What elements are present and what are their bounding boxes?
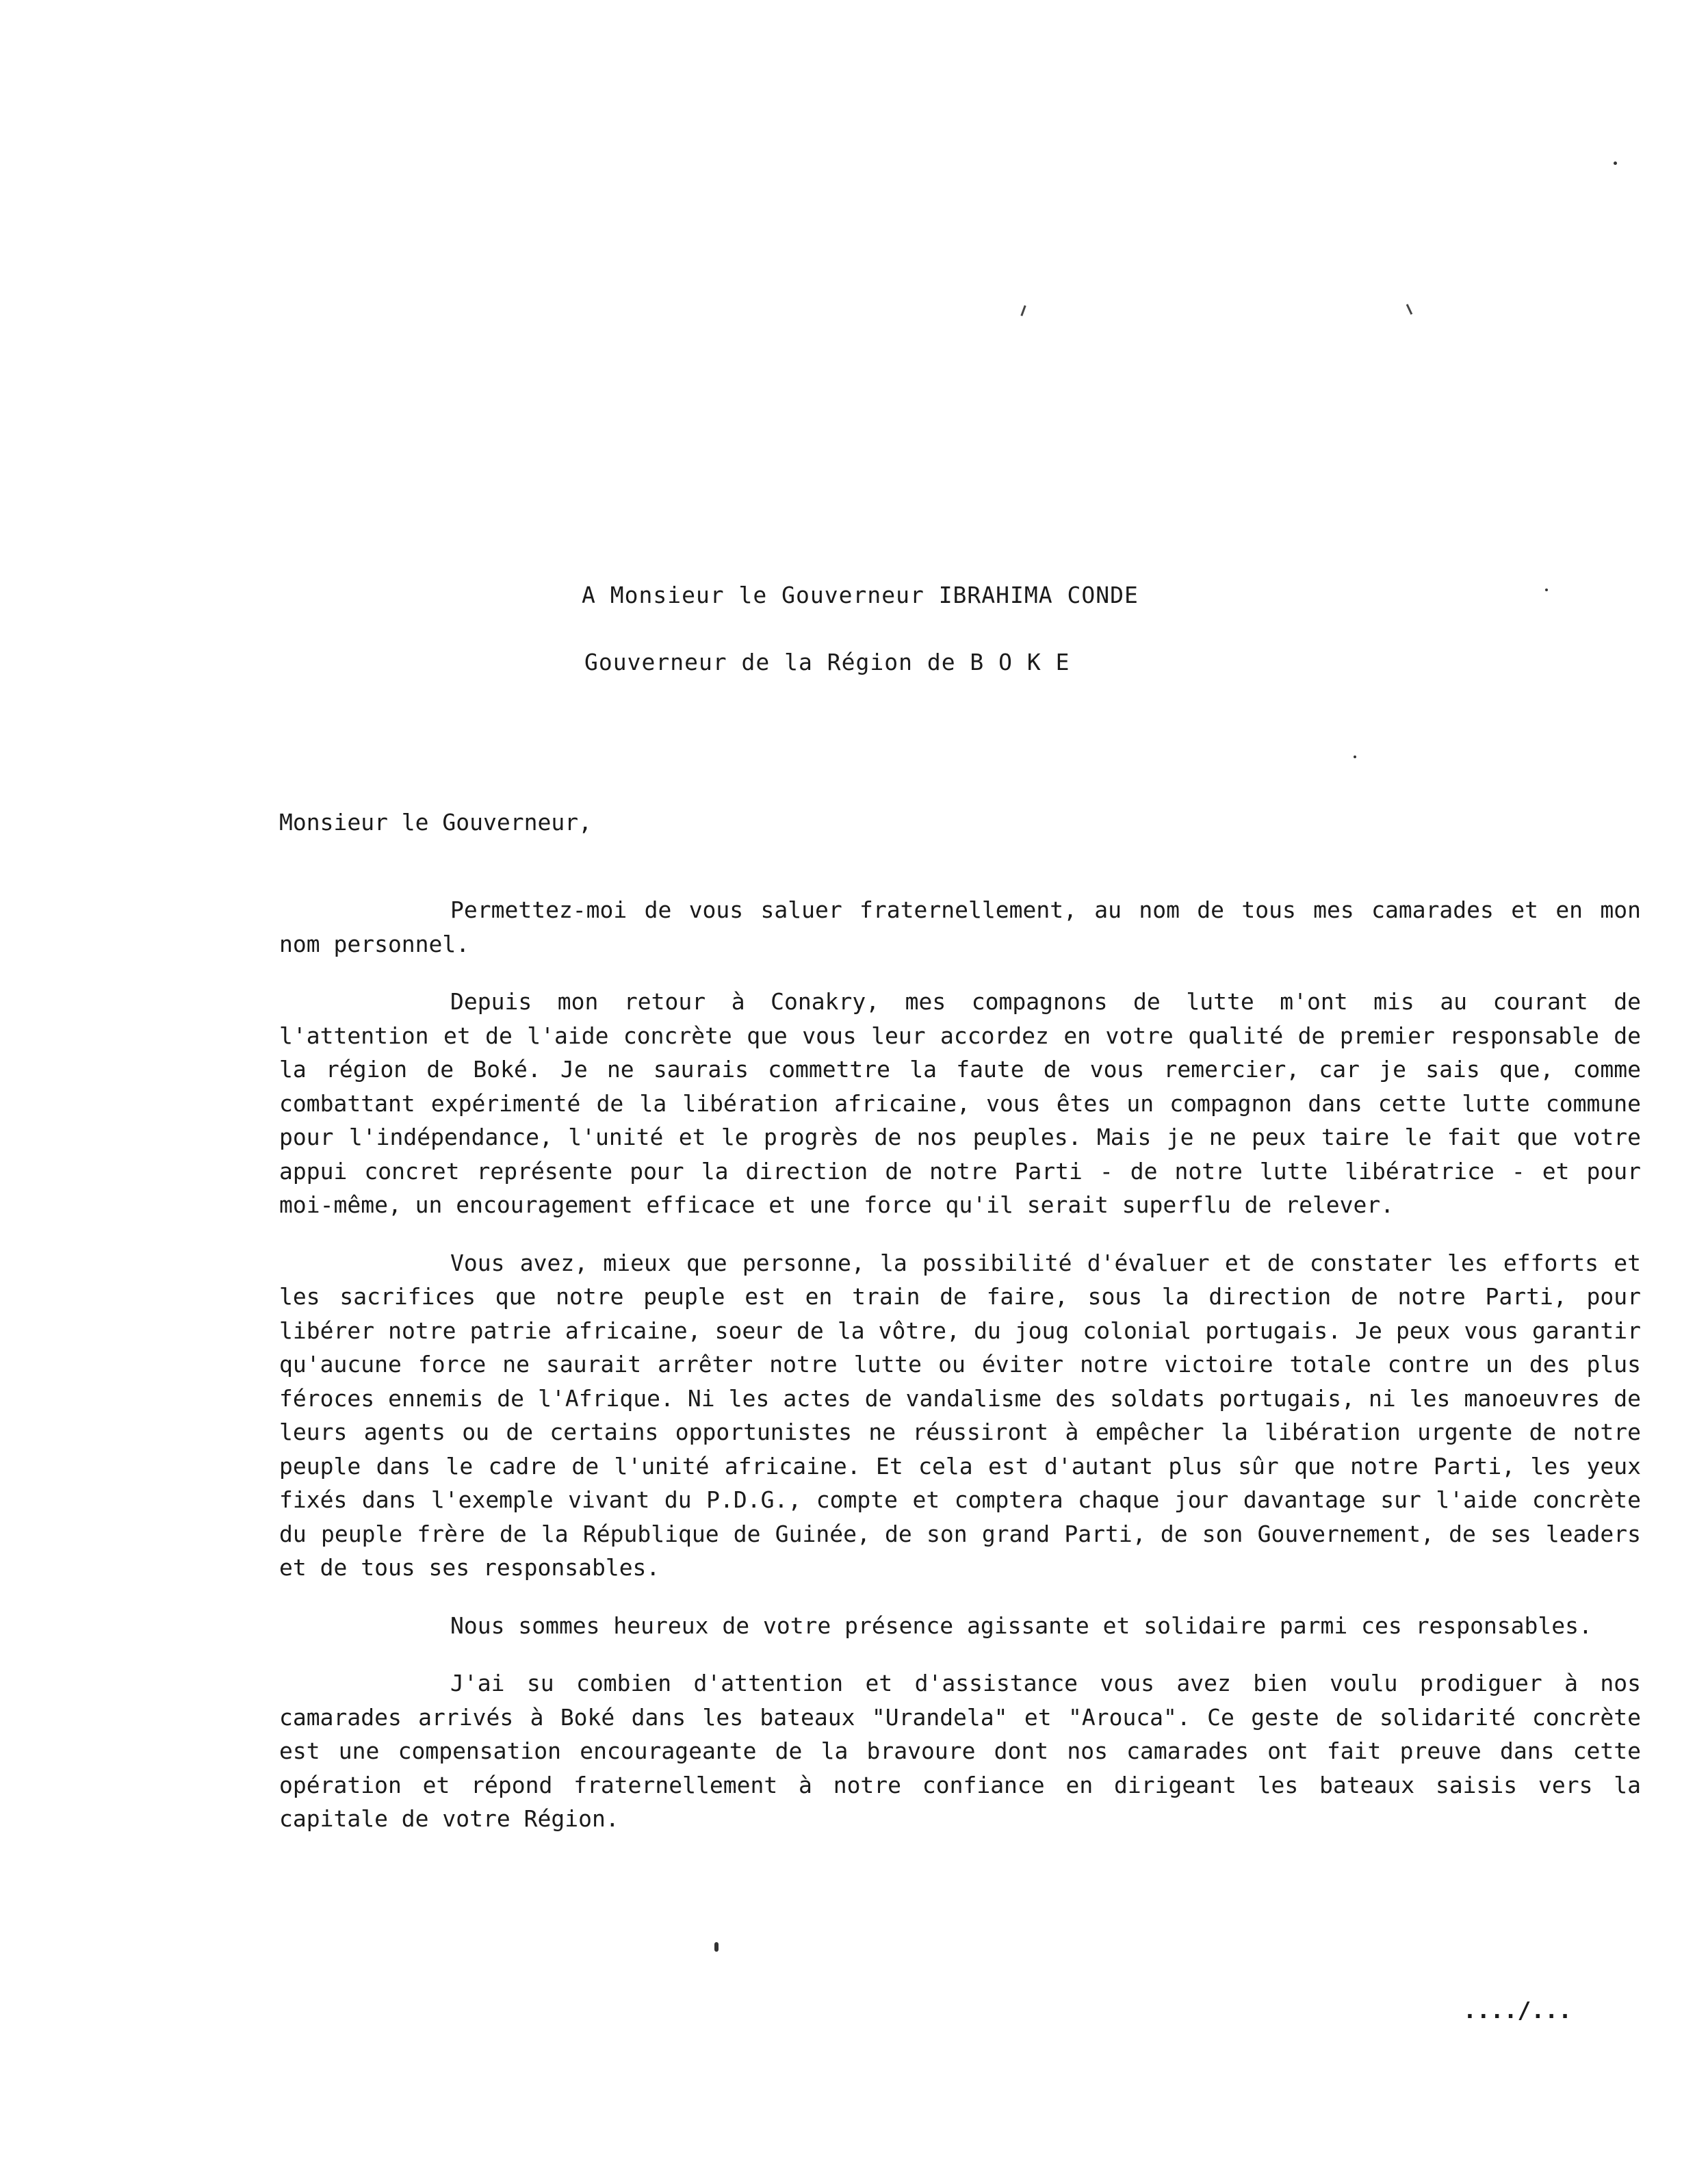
scan-mark	[1020, 305, 1026, 316]
recipient-name-line: A Monsieur le Gouverneur IBRAHIMA CONDE	[582, 582, 1139, 608]
paragraph: J'ai su combien d'attention et d'assistance vous avez bien voulu prodiguer à nos camarades arrivés à Boké dans les bateaux "Urandela" et "Arouca". Ce geste de solidarité concrète est une compensation encourageante de la bravoure dont nos camarades ont fait preuve dans cette opération et répond fraternellement à notre confiance en dirigeant les bateaux saisis vers la capitale de votre Région.	[279, 1670, 1641, 1832]
scan-mark	[1406, 304, 1412, 315]
scan-speck	[1614, 162, 1617, 165]
paragraph: Vous avez, mieux que personne, la possibilité d'évaluer et de constater les efforts et les sacrifices que notre peuple est en train de faire, sous la direction de notre Parti, pour libérer notre patrie africaine, soeur de la vôtre, du joug colonial portugais. Je peux vous garantir qu'aucune force ne saurait arrêter notre lutte ou éviter notre victoire totale contre un des plus féroces ennemis de l'Afrique. Ni les actes de vandalisme des soldats portugais, ni les manoeuvres de leurs agents ou de certains opportunistes ne réussiront à empêcher la libération urgente de notre peuple dans le cadre de l'unité africaine. Et cela est d'autant plus sûr que notre Parti, les yeux fixés dans l'exemple vivant du P.D.G., compte et comptera chaque jour davantage sur l'aide concrète du peuple frère de la République de Guinée, de son grand Parti, de son Gouvernement, de ses leaders et de tous ses responsables.	[279, 1249, 1641, 1581]
recipient-address	[582, 580, 1334, 677]
continuation-mark: ..../...	[1463, 1997, 1572, 2024]
scan-speck	[1354, 755, 1356, 758]
scan-speck	[1545, 589, 1548, 591]
scan-speck	[714, 1942, 719, 1952]
paragraph: Permettez-moi de vous saluer fraternellement, au nom de tous mes camarades et en mon nom personnel.	[279, 896, 1641, 957]
letter-body	[279, 893, 1641, 1860]
recipient-title-line: Gouverneur de la Région de B O K E	[584, 649, 1070, 675]
salutation: Monsieur le Gouverneur,	[279, 809, 592, 836]
paragraph: Nous sommes heureux de votre présence agissante et solidaire parmi ces responsables.	[450, 1612, 1592, 1639]
paragraph: Depuis mon retour à Conakry, mes compagnons de lutte m'ont mis au courant de l'attention et de l'aide concrète que vous leur accordez en votre qualité de premier responsable de la région de Boké. Je ne saurais commettre la faute de vous remercier, car je sais que, comme combattant expérimenté de la libération africaine, vous êtes un compagnon dans cette lutte commune pour l'indépendance, l'unité et le progrès de nos peuples. Mais je ne peux taire le fait que votre appui concret représente pour la direction de notre Parti - de notre lutte libératrice - et pour moi-même, un encouragement efficace et une force qu'il serait superflu de relever.	[279, 988, 1641, 1218]
